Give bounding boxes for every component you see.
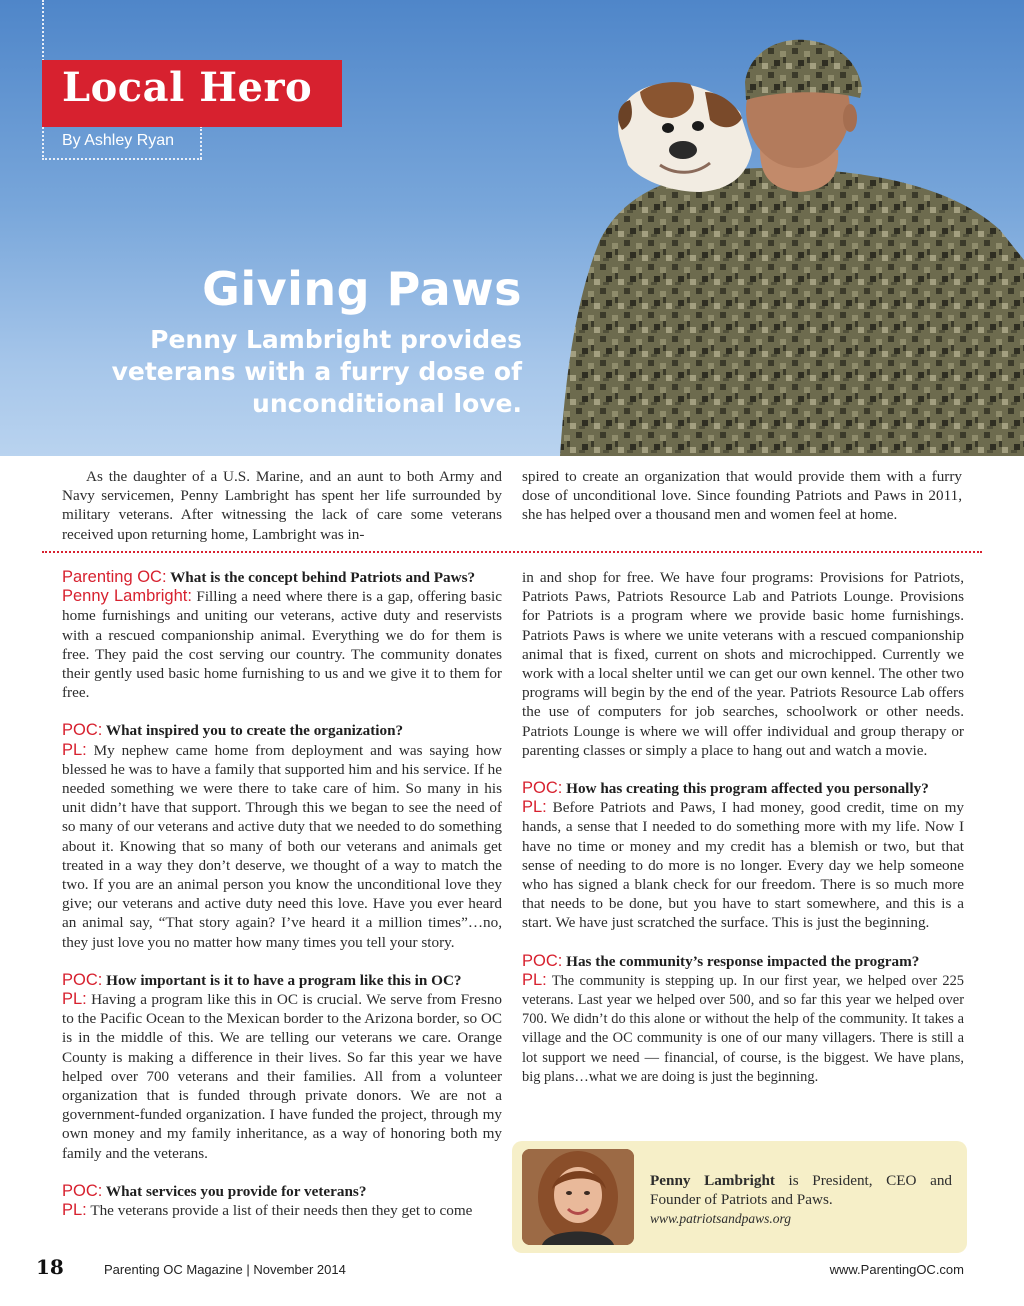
bio-text (650, 1171, 952, 1228)
bio-website-link[interactable]: www.patriotsandpaws.org (650, 1211, 792, 1226)
qa-item (522, 779, 964, 933)
answer (522, 798, 964, 932)
answer-text: Before Patriots and Paws, I had money, good credit, time on my hands, a sense that I needed to do something more with my life. Now I have no time or money and my credit has a blemish or two, but that sense of needing to do more is no longer. Every day we help someone who has signed a blank check for our freedom. There is so much more that needs to be done, but you have to start somewhere, and this is a start. We have just scratched the surface. This is just the beginning. (522, 799, 965, 932)
qa-column-left (62, 568, 502, 1239)
qa-item (62, 568, 502, 702)
article-title: Giving Paws (202, 262, 522, 316)
answer (522, 971, 964, 1087)
question-text: What services you provide for veterans? (105, 1182, 367, 1200)
question (62, 971, 502, 990)
question (522, 952, 964, 971)
answer (62, 587, 502, 702)
answer-continued: in and shop for free. We have four programs: Provisions for Patriots, Patriots Paws, Patriots Resource Lab and Patriots Lounge. Provisions for Patriots is a program where we provide basic home furnishings. Patriots Paws is where we unite veterans with a rescued companionship animal that is fixed, current on shots and microchipped. Currently we work with a local shelter until we can get our own kennel. The other two programs will begin by the end of the year. Patriots Resource Lab offers the use of computers for job searches, schoolwork or other needs. Patriots Lounge is where we will offer individual and group therapy or parenting classes or simply a place to hang out and watch a movie. (522, 569, 964, 759)
question-tag: Parenting OC: (62, 568, 167, 586)
magazine-info: Parenting OC Magazine | November 2014 (104, 1262, 346, 1277)
answer-text: The community is stepping up. In our first year, we helped over 225 veterans. Last year we helped over 500, and so far this year we helped over 700. We didn’t do this alone or without the help of the community. It takes a village and the OC community is one of our many villagers. There is still a lot support we need — financial, of course, is the biggest. We have plans, big plans…what we are doing is just the beginning. (522, 972, 964, 1085)
question-text: What inspired you to create the organization? (105, 722, 404, 740)
answer-tag: PL: (62, 1201, 87, 1220)
question-tag: POC: (62, 970, 103, 989)
intro-paragraph: As the daughter of a U.S. Marine, and an aunt to both Army and Navy servicemen, Penny Lambright has spent her life surrounded by military veterans. After witnessing the lack of care some veterans received upon returning home, Lambright was in- (62, 468, 502, 543)
section-divider (42, 551, 982, 553)
intro-left (62, 467, 502, 544)
answer (62, 990, 502, 1163)
answer-text: My nephew came home from deployment and was saying how blessed he was to have a family that supported him and his service. If he needed something we were there to take care of him. So many in his unit didn’t have that support. Through this we began to see the need of so many of our veterans and active duty that we needed to do something about it. Knowing that so many of both our veterans and animals get treated in a way they don’t deserve, we thought of a way to match the two. If you are an animal person you know the unconditional love they give; our veterans and active duty need this love. Have you ever heard an animal say, “That story again? I’ve heard it a million times”…no, they just love you no matter how many times you tell your story. (62, 741, 503, 951)
qa-item-continued (522, 568, 964, 760)
answer-text: Filling a need where there is a gap, offering basic home furnishings and uniting our veterans, active duty and reservists with a rescued companionship animal. Everything we do for them is free. They paid the cost serving our country. The community donates their gently used basic home furnishing to us and we give it to them for free. (62, 588, 502, 702)
decorative-dotted-line (200, 126, 202, 159)
answer-text: The veterans provide a list of their needs then they get to come (90, 1202, 473, 1220)
decorative-dotted-line (42, 158, 202, 160)
bio-description: is President, CEO and Founder of Patriots and Paws. (650, 1172, 953, 1208)
answer (62, 741, 502, 952)
intro-right (522, 467, 962, 525)
qa-item (522, 952, 964, 1087)
page-number: 18 (36, 1255, 64, 1279)
byline: By Ashley Ryan (62, 132, 175, 149)
qa-item (62, 1182, 502, 1220)
question (62, 568, 502, 587)
question (62, 721, 502, 740)
question-tag: POC: (522, 951, 563, 970)
portrait-photo (522, 1149, 634, 1245)
author-bio-box (512, 1141, 967, 1253)
answer-tag: PL: (62, 990, 87, 1009)
answer-tag: Penny Lambright: (62, 587, 192, 606)
question (62, 1182, 502, 1201)
qa-column-right (522, 568, 964, 1106)
qa-item (62, 721, 502, 951)
intro-paragraph-continued: spired to create an organization that would provide them with a furry dose of unconditional love. Since founding Patriots and Paws in 2011, she has helped over a thousand men and women feel at home. (522, 468, 962, 524)
portrait-illustration (522, 1149, 634, 1245)
question-text: Has the community’s response impacted the program? (566, 952, 920, 970)
answer (62, 1201, 502, 1220)
question-text: How important is it to have a program like this in OC? (106, 971, 462, 989)
bio-name: Penny Lambright (650, 1172, 775, 1189)
question-tag: POC: (522, 779, 563, 798)
answer-tag: PL: (522, 798, 547, 817)
section-title: Local Hero (62, 64, 313, 111)
answer-tag: PL: (522, 970, 547, 989)
footer-website-link[interactable]: www.ParentingOC.com (829, 1262, 964, 1277)
question-text: How has creating this program affected you personally? (566, 780, 929, 798)
hero-image (0, 0, 1024, 456)
qa-item (62, 971, 502, 1163)
question-tag: POC: (62, 1181, 103, 1200)
question (522, 779, 964, 798)
question-text: What is the concept behind Patriots and Paws? (170, 569, 476, 586)
question-tag: POC: (62, 721, 103, 740)
answer-text: Having a program like this in OC is crucial. We serve from Fresno to the Pacific Ocean to the Mexican border to the Arizona border, so OC is in the middle of this. We are telling our veterans we care. Orange County is making a difference in their lives. So far this year we have helped over 700 veterans and their families. All from a volunteer organization that is funded through private donors. We are not a government-funded organization. I have funded the project, through my own money and my family inheritance, as a way of honoring both my family and the veterans. (62, 991, 503, 1162)
article-subtitle: Penny Lambright provides veterans with a furry dose of unconditional love. (111, 325, 522, 418)
answer-tag: PL: (62, 740, 87, 759)
